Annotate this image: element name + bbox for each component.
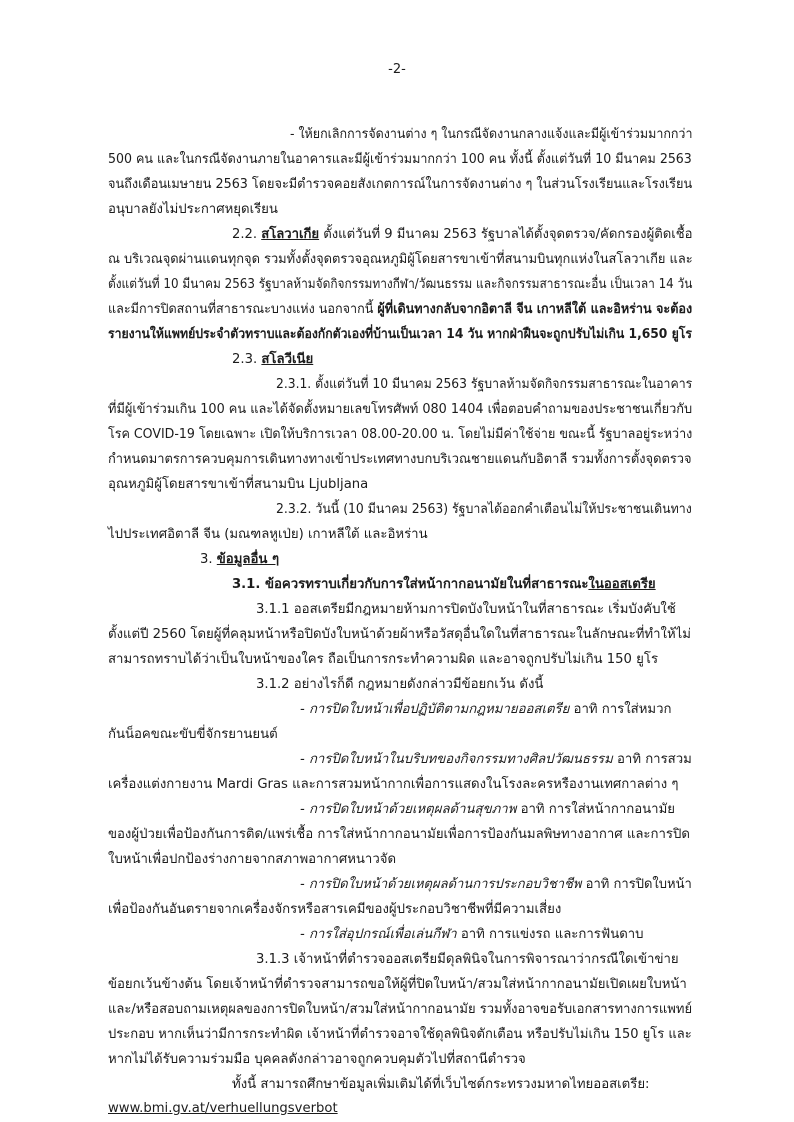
- slovenia-heading-line: [232, 351, 313, 369]
- p313-line-5: หากไม่ได้รับความร่วมมือ บุคคลดังกล่าวอาจถูกควบคุมตัวไปที่สถานีตำรวจ: [108, 1052, 526, 1067]
- slovenia-p1-line-1: 2.3.1. ตั้งแต่วันที่ 10 มีนาคม 2563 รัฐบาลห้ามจัดกิจกรรมสาธารณะในอาคาร: [276, 377, 693, 392]
- slovakia-line-1: ตั้งแต่วันที่ 9 มีนาคม 2563 รัฐบาลได้ตั้งจุดตรวจ/คัดกรองผู้ติดเชื้อ: [319, 227, 693, 242]
- other-info-title: ข้อมูลอื่น ๆ: [216, 552, 280, 567]
- exception-5-text: อาทิ การแข่งรถ และการฟันดาบ: [456, 927, 644, 942]
- exception-3-line-2: ของผู้ป่วยเพื่อป้องกันการติด/แพร่เชื้อ การใส่หน้ากากอนามัยเพื่อการป้องกันมลพิษทางอากาศ และการปิด: [108, 827, 690, 842]
- p313-line-4: ประกอบ หากเห็นว่ามีการกระทำผิด เจ้าหน้าที่ตำรวจอาจใช้ดุลพินิจตักเตือน หรือปรับไม่เกิน 150 ยูโร และ: [108, 1027, 692, 1042]
- slovakia-line-4-bold: ผู้ที่เดินทางกลับจากอิตาลี จีน เกาหลีใต้ และอิหร่าน จะต้อง: [377, 302, 693, 317]
- exception-3-line-1: [300, 801, 675, 819]
- closing-line: ทั้งนี้ สามารถศึกษาข้อมูลเพิ่มเติมได้ที่เว็บไซต์กระทรวงมหาดไทยออสเตรีย:: [232, 1077, 650, 1092]
- exception-1-line-1: [300, 701, 672, 719]
- exception-5-label: - การใส่อุปกรณ์เพื่อเล่นกีฬา: [300, 927, 457, 942]
- mask-heading-prefix: 3.1. ข้อควรทราบเกี่ยวกับการใส่หน้ากากอนามัยในที่สาธารณะ: [232, 577, 589, 592]
- slovenia-p1-line-5: อุณหภูมิผู้โดยสารขาเข้าที่สนามบิน Ljubljana: [108, 477, 369, 492]
- exception-4-label: - การปิดใบหน้าด้วยเหตุผลด้านการประกอบวิชาชีพ: [300, 877, 582, 892]
- slovenia-p1-line-2: ที่มีผู้เข้าร่วมเกิน 100 คน และได้จัดตั้งหมายเลขโทรศัพท์ 080 1404 เพื่อตอบคำถามของประชาชนเกี่ยวกับ: [108, 402, 693, 417]
- exception-1-label: - การปิดใบหน้าเพื่อปฏิบัติตามกฎหมายออสเตรีย: [300, 702, 570, 717]
- slovakia-line-3: ตั้งแต่วันที่ 10 มีนาคม 2563 รัฐบาลห้ามจัดกิจกรรมทางกีฬา/วัฒนธรรม และกิจกรรมสาธารณะอื่น เป็นเวลา 14 วัน: [108, 277, 693, 292]
- section-number: 2.2.: [232, 227, 258, 242]
- slovakia-heading-line: [232, 226, 693, 244]
- exception-3-text: อาทิ การใส่หน้ากากอนามัย: [516, 802, 676, 817]
- cancel-events-line-1: - ให้ยกเลิกการจัดงานต่าง ๆ ในกรณีจัดงานกลางแจ้งและมีผู้เข้าร่วมมากกว่า: [290, 127, 693, 142]
- p311-line-1: 3.1.1 ออสเตรียมีกฎหมายห้ามการปิดบังใบหน้าในที่สาธารณะ เริ่มบังคับใช้: [256, 602, 676, 617]
- exception-1-text: อาทิ การใส่หมวก: [569, 702, 672, 717]
- mask-heading-country: ในออสเตรีย: [588, 577, 656, 592]
- p311-line-2: ตั้งแต่ปี 2560 โดยผู้ที่คลุมหน้าหรือปิดบังใบหน้าด้วยผ้าหรือวัสดุอื่นใดในที่สาธารณะในลักษณะที่ทำให้ไม่: [108, 627, 691, 642]
- slovakia-title: สโลวาเกีย: [261, 227, 320, 242]
- exception-3-label: - การปิดใบหน้าด้วยเหตุผลด้านสุขภาพ: [300, 802, 517, 817]
- exception-2-line-1: [300, 751, 692, 769]
- slovenia-p1-line-4: กำหนดมาตรการควบคุมการเดินทางทางเข้าประเทศทางบกบริเวณชายแดนกับอิตาลี รวมทั้งการตั้งจุดตรวจ: [108, 452, 692, 467]
- exception-2-text: อาทิ การสวม: [612, 752, 692, 767]
- exception-2-label: - การปิดใบหน้าในบริบทของกิจกรรมทางศิลปวัฒนธรรม: [300, 752, 613, 767]
- exception-4-line-2: เพื่อป้องกันอันตรายจากเครื่องจักรหรือสารเคมีของผู้ประกอบวิชาชีพที่มีความเสี่ยง: [108, 902, 562, 917]
- p311-line-3: สามารถทราบได้ว่าเป็นใบหน้าของใคร ถือเป็นการกระทำความผิด และอาจถูกปรับไม่เกิน 150 ยูโร: [108, 652, 659, 667]
- slovakia-line-4-plain: และมีการปิดสถานที่สาธารณะบางแห่ง นอกจากนี้: [108, 302, 378, 317]
- p313-line-3: และ/หรือสอบถามเหตุผลของการปิดใบหน้า/สวมใส่หน้ากากอนามัย รวมทั้งอาจขอรับเอกสารทางการแพทย์: [108, 1002, 693, 1017]
- slovakia-line-2: ณ บริเวณจุดผ่านแดนทุกจุด รวมทั้งตั้งจุดตรวจอุณหภูมิผู้โดยสารขาเข้าที่สนามบินทุกแห่งในสโลวาเกีย และ: [108, 252, 693, 267]
- ministry-website-link[interactable]: www.bmi.gv.at/verhuellungsverbot: [108, 1101, 338, 1116]
- slovenia-p2-line-1: 2.3.2. วันนี้ (10 มีนาคม 2563) รัฐบาลได้ออกคำเตือนไม่ให้ประชาชนเดินทาง: [276, 502, 692, 517]
- exception-2-line-2: เครื่องแต่งกายงาน Mardi Gras และการสวมหน้ากากเพื่อการแสดงในโรงละครหรืองานเทศกาลต่าง ๆ: [108, 777, 679, 792]
- slovenia-p2-line-2: ไปประเทศอิตาลี จีน (มณฑลหูเป่ย) เกาหลีใต้ และอิหร่าน: [108, 527, 428, 542]
- section-number: 2.3.: [232, 352, 258, 367]
- p313-line-2: ข้อยกเว้นข้างต้น โดยเจ้าหน้าที่ตำรวจสามารถขอให้ผู้ที่ปิดใบหน้า/สวมใส่หน้ากากอนามัยเปิดเผยใบหน้า: [108, 977, 687, 992]
- exception-5-line-1: [300, 926, 644, 944]
- p313-line-1: 3.1.3 เจ้าหน้าที่ตำรวจออสเตรียมีดุลพินิจในการพิจารณาว่ากรณีใดเข้าข่าย: [256, 952, 679, 967]
- cancel-events-line-2: 500 คน และในกรณีจัดงานภายในอาคารและมีผู้เข้าร่วมมากกว่า 100 คน ทั้งนี้ ตั้งแต่วันที่ 10 มีนาคม 2563: [108, 152, 692, 167]
- p312-heading: 3.1.2 อย่างไรก็ดี กฎหมายดังกล่าวมีข้อยกเว้น ดังนี้: [256, 677, 544, 692]
- slovakia-line-5: รายงานให้แพทย์ประจำตัวทราบและต้องกักตัวเองที่บ้านเป็นเวลา 14 วัน หากฝ่าฝืนจะถูกปรับไม่เกิน 1,650 ยูโร: [108, 327, 692, 342]
- exception-4-line-1: [300, 876, 692, 894]
- page-number: -2-: [388, 62, 406, 77]
- section-number: 3.: [200, 552, 213, 567]
- exception-1-line-2: กันน็อคขณะขับขี่จักรยานยนต์: [108, 727, 278, 742]
- exception-4-text: อาทิ การปิดใบหน้า: [581, 877, 692, 892]
- slovenia-p1-line-3: โรค COVID-19 โดยเฉพาะ เปิดให้บริการเวลา 08.00-20.00 น. โดยไม่มีค่าใช้จ่าย ขณะนี้ รัฐบาลอยู่ระหว่าง: [108, 427, 693, 442]
- mask-heading-line: [232, 576, 656, 594]
- cancel-events-line-3: จนถึงเดือนเมษายน 2563 โดยจะมีตำรวจคอยสังเกตการณ์ในการจัดงานต่าง ๆ ในส่วนโรงเรียนและโรงเรียน: [108, 177, 693, 192]
- cancel-events-line-4: อนุบาลยังไม่ประกาศหยุดเรียน: [108, 202, 278, 217]
- other-info-heading-line: [200, 551, 279, 569]
- slovakia-line-4: [108, 301, 692, 319]
- slovenia-title: สโลวีเนีย: [261, 352, 314, 367]
- exception-3-line-3: ใบหน้าเพื่อปกป้องร่างกายจากสภาพอากาศหนาวจัด: [108, 852, 397, 867]
